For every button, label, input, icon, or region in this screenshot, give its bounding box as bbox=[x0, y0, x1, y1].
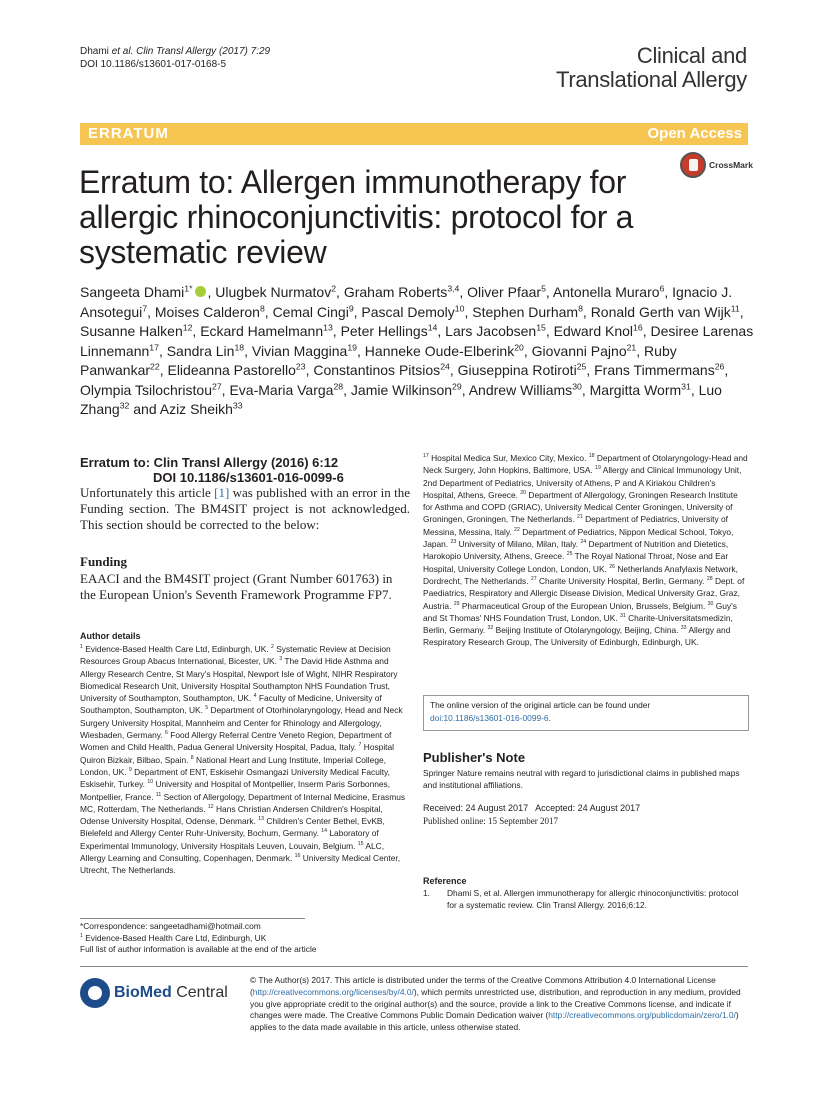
author-affiliation-number: 24 bbox=[440, 361, 450, 372]
affiliation-number: 13 bbox=[258, 816, 265, 823]
license-part-2: ), which permits unrestricted use, distribution, and reproduction in any medium, provided you give appropriate credit to the original author(s) and the source, provide a link to the Creative Commons license, and indicate if changes were made. The Creative Commons Public Domain Dedication waiver ( bbox=[250, 986, 741, 1021]
author-name-text: Elideanna Pastorello bbox=[167, 362, 296, 378]
author-name bbox=[351, 382, 462, 398]
affiliation-text: Guy's and St Thomas' NHS Foundation Trust, London, UK. bbox=[423, 600, 737, 623]
affiliation-text: ALC, Allergy Learning and Consulting, Copenhagen, Denmark. bbox=[80, 840, 385, 864]
author-name bbox=[167, 362, 305, 378]
affiliation-text: Food Allergy Referral Centre Veneto Region, Department of Women and Child Health, Padua General University Hospital, Padua, Italy. bbox=[80, 730, 392, 753]
author-affiliation-number: 3,4 bbox=[447, 283, 460, 294]
affiliation-text: Charite University Hospital, Berlin, Germany. bbox=[538, 575, 705, 586]
correspondence-footnote bbox=[80, 921, 410, 956]
author-name-text: Pascal Demoly bbox=[361, 303, 455, 320]
affiliation-text: Department of Pediatrics, University of Messina, Messina, Italy. bbox=[423, 514, 728, 537]
author-affiliation-number: 9 bbox=[348, 302, 354, 313]
author-name bbox=[458, 362, 587, 378]
erratum-body bbox=[80, 485, 410, 533]
affiliation-text: Evidence-Based Health Care Ltd, Edinburgh, UK. bbox=[85, 644, 269, 654]
footer-divider bbox=[80, 966, 748, 967]
affiliations-right bbox=[423, 452, 749, 649]
affiliation-text: Department of Nutrition and Dietetics, Harokopio University, Athens, Greece. bbox=[423, 539, 729, 562]
author-name bbox=[229, 382, 343, 398]
affiliation-text: Pharmaceutical Group of the European Union, Brussels, Belgium. bbox=[461, 600, 706, 611]
author-name-text: Giovanni Pajno bbox=[531, 342, 627, 359]
affiliation-number: 1 bbox=[80, 644, 83, 651]
affiliation-item bbox=[454, 601, 706, 611]
biomed-central-logo bbox=[80, 978, 250, 1010]
funding-heading: Funding bbox=[80, 554, 127, 569]
publishers-note-heading: Publisher's Note bbox=[423, 750, 526, 765]
affiliation-number: 28 bbox=[706, 576, 713, 583]
author-name-text: Andrew Williams bbox=[468, 381, 573, 398]
journal-name-line1: Clinical and bbox=[636, 43, 747, 68]
author-list: Sangeeta Dhami$^{1*}$ , Ulugbek Nurmatov$^2$, Graham Roberts$^{3,4}$, Oliver Pfaar$^5$, Antonella Muraro$^6$, Ignacio J. Ansotegui$^7$, Moises Calderon$^8$, Cemal Cingi$^9$, Pascal Demoly$^{10}$, Stephen Durham$^8$, Ronald Gerth van Wijk$^{11}$, Susanne Halken$^{12}$, Eckard Hamelmann$^{13}$, Peter Hellings$^{14}$, Lars Jacobsen$^{15}$, Edward Knol$^{16}$, Desiree Larenas Linnemann$^{17}$, Sandra Lin$^{18}$, Vivian Maggina$^{19}$, Hanneke Oude-Elberink$^{20}$, Giovanni Pajno$^{21}$, Ruby Panwankar$^{22}$, Elideanna Pastorello$^{23}$, Constantinos Pitsios$^{24}$, Giuseppina Rotiroti$^{25}$, Frans Timmermans$^{26}$, Olympia Tsilochristou$^{27}$, Eva-Maria Varga$^{28}$, Jamie Wilkinson$^{29}$, Andrew Williams$^{30}$, Margitta Worm$^{31}$, Luo Zhang$^{32}$ and Aziz Sheikh$^{33}$ bbox=[80, 283, 754, 417]
author-name-text: Desiree Larenas Linnemann bbox=[80, 323, 754, 359]
author-name-text: Edward Knol bbox=[553, 323, 634, 339]
affiliation-item bbox=[531, 576, 705, 586]
author-affiliation-number: 31 bbox=[681, 380, 691, 391]
author-name-text: Frans Timmermans bbox=[594, 362, 715, 378]
author-affiliation-number: 15 bbox=[536, 322, 546, 333]
affiliation-number: 25 bbox=[566, 551, 573, 558]
license-text bbox=[250, 975, 750, 1034]
erratum-reference bbox=[80, 455, 410, 485]
author-affiliation-number: 14 bbox=[427, 322, 438, 333]
online-version-link[interactable]: doi:10.1186/s13601-016-0099-6 bbox=[430, 712, 549, 723]
affiliation-item bbox=[423, 453, 586, 463]
journal-name bbox=[556, 44, 747, 92]
author-name-text: Sandra Lin bbox=[166, 342, 235, 359]
author-name bbox=[553, 284, 664, 300]
affiliation-text: Hans Christian Andersen Children's Hospital, Odense University Hospital, Odense, Denmark. bbox=[80, 803, 383, 827]
affiliation-text: University and Hospital of Montpellier, Inserm Paris Sorbonnes, Montpellier, France. bbox=[80, 779, 391, 802]
author-affiliation-number: 10 bbox=[454, 302, 465, 313]
author-name bbox=[594, 362, 724, 378]
author-affiliation-number: 19 bbox=[347, 341, 358, 352]
affiliation-number: 15 bbox=[357, 840, 364, 847]
reference-heading: Reference bbox=[423, 876, 467, 886]
affiliation-number: 8 bbox=[190, 754, 194, 761]
license-part-3: ) applies to the data made available in this article, unless otherwise stated. bbox=[250, 1010, 739, 1033]
affiliation-number: 30 bbox=[707, 600, 714, 607]
author-name-text: Luo Zhang bbox=[80, 381, 722, 417]
biomed-central-icon bbox=[80, 978, 110, 1008]
affiliation-number: 10 bbox=[147, 779, 154, 786]
author-name-text: Lars Jacobsen bbox=[445, 323, 537, 339]
affiliation-number: 17 bbox=[423, 453, 429, 460]
license-part-1: © The Author(s) 2017. This article is distributed under the terms of the Creative Commons Attribution 4.0 International License ( bbox=[250, 975, 716, 997]
affiliation-text: University Medical Center, Utrecht, The Netherlands. bbox=[80, 853, 401, 876]
affiliation-number: 12 bbox=[207, 804, 214, 811]
license-link-zero[interactable]: http://creativecommons.org/publicdomain/zero/1.0/ bbox=[548, 1010, 736, 1021]
reference-item bbox=[423, 887, 749, 912]
author-affiliation-number: 7 bbox=[142, 302, 148, 313]
author-affiliation-number: 18 bbox=[234, 341, 245, 352]
author-name-text: Antonella Muraro bbox=[552, 284, 660, 300]
affiliation-number: 31 bbox=[619, 613, 626, 620]
accepted-date: Accepted: 24 August 2017 bbox=[535, 803, 641, 813]
author-name bbox=[467, 284, 546, 300]
affiliation-number: 6 bbox=[165, 730, 168, 737]
footnote-divider bbox=[80, 918, 305, 919]
author-name-text: Aziz Sheikh bbox=[159, 401, 233, 417]
cite-journal: et al. Clin Transl Allergy (2017) 7:29 bbox=[111, 46, 271, 57]
authors-and: and bbox=[133, 401, 157, 417]
crossmark-badge[interactable] bbox=[680, 152, 753, 180]
author-name-text: Hanneke Oude-Elberink bbox=[364, 342, 515, 359]
author-affiliation-number: 6 bbox=[659, 283, 665, 294]
author-name-text: Constantinos Pitsios bbox=[313, 362, 441, 378]
orcid-icon[interactable] bbox=[195, 286, 206, 297]
author-name-text: Oliver Pfaar bbox=[467, 284, 542, 300]
author-name-text: Ulugbek Nurmatov bbox=[215, 284, 332, 300]
corr-aff-number: 1 bbox=[80, 932, 83, 939]
affiliation-text: Section of Allergology, Department of Internal Medicine, Erasmus MC, Rotterdam, The Netherlands. bbox=[80, 791, 406, 814]
correspondence-email: *Correspondence: sangeetadhami@hotmail.com bbox=[80, 921, 261, 931]
affiliation-item bbox=[80, 644, 269, 654]
article-type-label: ERRATUM bbox=[88, 125, 169, 142]
author-affiliation-number: 32 bbox=[119, 400, 130, 411]
author-details-heading: Author details bbox=[80, 631, 141, 641]
author-name-text: Ruby Panwankar bbox=[80, 342, 677, 378]
author-affiliation-number: 13 bbox=[323, 322, 333, 333]
author-name-text: Susanne Halken bbox=[80, 323, 183, 339]
author-affiliation-number: 5 bbox=[541, 283, 546, 294]
author-name bbox=[445, 323, 546, 339]
journal-name-line2: Translational Allergy bbox=[556, 67, 747, 92]
affiliation-number: 19 bbox=[595, 465, 601, 472]
affiliation-text: National Heart and Lung Institute, Imperial College, London, UK. bbox=[80, 754, 386, 777]
affiliation-text: Hospital Quiron Bizkair, Bilbao, Spain. bbox=[80, 742, 395, 765]
open-access-label: Open Access bbox=[647, 125, 742, 142]
body-text-post: was published with an error in the Funding section. The BM4SIT project is not acknowledged. This section should be corrected to the below: bbox=[80, 485, 410, 532]
logo-regular-text: Central bbox=[171, 984, 228, 1001]
author-affiliation-number: 22 bbox=[150, 361, 160, 372]
affiliation-number: 14 bbox=[321, 828, 328, 835]
author-name-text: Eckard Hamelmann bbox=[200, 323, 324, 339]
affiliation-number: 3 bbox=[279, 656, 283, 663]
affiliation-number: 5 bbox=[205, 705, 209, 712]
affiliation-number: 4 bbox=[253, 693, 257, 700]
author-affiliation-number: 11 bbox=[730, 302, 740, 313]
publishers-note-text: Springer Nature remains neutral with regard to jurisdictional claims in published maps and institutional affiliations. bbox=[423, 768, 740, 791]
affiliation-number: 26 bbox=[609, 563, 615, 570]
author-affiliation-number: 23 bbox=[295, 361, 306, 372]
author-name bbox=[160, 401, 243, 417]
author-affiliation-number: 28 bbox=[333, 380, 344, 391]
affiliation-text: Department of Otorhinolaryngology, Head and Neck Surgery University Hospital, Mannheim and Center for Rhinology and Allergology, Wiesbaden, Germany. bbox=[80, 705, 403, 741]
affiliation-number: 2 bbox=[270, 644, 274, 651]
article-type-banner bbox=[80, 123, 748, 145]
affiliation-text: Department of Allergology, Groningen Research Institute for Asthma and COPD (GRIAC), University Medical Center Groningen, University of Groningen, Groningen, The Netherlands. bbox=[423, 489, 738, 525]
author-name bbox=[361, 304, 464, 320]
author-name-text: Graham Roberts bbox=[343, 284, 448, 300]
online-box-end: . bbox=[548, 712, 551, 723]
affiliation-text: Laboratory of Experimental Immunology, University Hospitals Leuven, Louvain, Belgium. bbox=[80, 828, 379, 851]
author-affiliation-number: 25 bbox=[576, 361, 587, 372]
affiliation-text: The Royal National Throat, Nose and Ear Hospital, University College London, London, UK. bbox=[423, 551, 729, 574]
author-name bbox=[469, 382, 582, 398]
article-dates bbox=[423, 802, 640, 828]
author-name bbox=[591, 304, 740, 320]
author-name bbox=[80, 284, 208, 300]
author-affiliation-number: 27 bbox=[212, 380, 222, 391]
author-affiliation-number: 17 bbox=[149, 341, 159, 352]
affiliation-text: Department of Otolaryngology-Head and Neck Surgery, John Hopkins, Baltimore, USA. bbox=[423, 453, 748, 476]
author-name bbox=[313, 362, 450, 378]
reference-number: 1. bbox=[423, 888, 430, 898]
affiliation-item bbox=[488, 625, 679, 635]
crossmark-icon bbox=[680, 152, 706, 178]
affiliation-number: 9 bbox=[128, 767, 132, 774]
author-affiliation-number: 30 bbox=[572, 380, 582, 391]
affiliation-number: 29 bbox=[453, 600, 460, 607]
logo-bold-text: BioMed bbox=[114, 984, 172, 1001]
affiliation-text: Allergy and Clinical Immunology Unit, 2nd Department of Pediatrics, University of Athens, P and A Kiriakou Children's Hospital, Athens, Greece. bbox=[423, 465, 742, 500]
author-name bbox=[590, 382, 691, 398]
corr-aff-text: Evidence-Based Health Care Ltd, Edinburgh, UK bbox=[82, 932, 267, 943]
affiliation-number: 7 bbox=[358, 742, 362, 749]
affiliation-text: Beijing Institute of Otolaryngology, Beijing, China. bbox=[495, 625, 679, 636]
funding-text: EAACI and the BM4SIT project (Grant Number 601763) in the European Union's Seventh Framework Programme FP7. bbox=[80, 571, 393, 602]
author-name-text: Sangeeta Dhami bbox=[80, 284, 185, 300]
author-affiliation-number: 33 bbox=[232, 400, 243, 411]
cite-authors: Dhami bbox=[80, 46, 112, 57]
affiliation-text: Allergy and Respiratory Research Group, The University of Edinburgh, Edinburgh, UK. bbox=[423, 625, 731, 648]
affiliation-number: 33 bbox=[680, 625, 687, 632]
author-name bbox=[80, 382, 222, 398]
affiliation-number: 20 bbox=[520, 490, 527, 497]
author-name-text: Cemal Cingi bbox=[272, 303, 349, 320]
affiliation-text: The David Hide Asthma and Allergy Research Centre, St Mary's Hospital, Newport Isle of Wight, NIHR Respiratory Biomedical Research Unit, University Hospital Southampton NHS Foundation Trust, University of Southampton, Southampton, UK. bbox=[80, 656, 398, 704]
article-doi: DOI 10.1186/s13601-017-0168-5 bbox=[80, 58, 227, 70]
citation-header bbox=[80, 46, 270, 71]
author-name bbox=[554, 323, 643, 339]
online-version-box bbox=[423, 695, 749, 731]
author-name-text: Margitta Worm bbox=[589, 381, 682, 398]
author-name bbox=[155, 304, 265, 320]
author-name-text: Eva-Maria Varga bbox=[229, 381, 334, 398]
author-affiliation-number: 12 bbox=[182, 322, 193, 333]
affiliation-text: Children's Center Bethel, EvKB, Bielefeld and Allergy Center Ruhr-University, Bochum, Germany. bbox=[80, 816, 385, 839]
author-name bbox=[344, 284, 460, 300]
author-name-text: Jamie Wilkinson bbox=[350, 381, 453, 398]
affiliation-number: 22 bbox=[514, 526, 520, 533]
affiliation-number: 18 bbox=[588, 453, 595, 460]
crossmark-label: CrossMark bbox=[709, 160, 753, 170]
affiliation-number: 21 bbox=[576, 514, 583, 521]
full-list-note: Full list of author information is available at the end of the article bbox=[80, 944, 317, 954]
online-box-text: The online version of the original article can be found under bbox=[430, 700, 651, 710]
author-affiliation-number: 8 bbox=[578, 302, 583, 313]
affiliation-number: 23 bbox=[450, 539, 457, 546]
reference-text: Dhami S, et al. Allergen immunotherapy for allergic rhinoconjunctivitis: protocol for a systematic review. Clin Transl Allergy. 2016;6:12. bbox=[447, 888, 739, 911]
article-title: Erratum to: Allergen immunotherapy for allergic rhinoconjunctivitis: protocol for a systematic review bbox=[79, 164, 634, 270]
affiliation-text: University of Milano, Milan, Italy. bbox=[458, 539, 579, 550]
license-link-by[interactable]: http://creativecommons.org/licenses/by/4.0/ bbox=[252, 986, 414, 997]
affiliation-text: Charite-Universitatsmedizin, Berlin, Germany. bbox=[423, 612, 733, 636]
affiliation-number: 24 bbox=[580, 539, 587, 546]
author-name-text: Vivian Maggina bbox=[251, 342, 348, 359]
author-name bbox=[273, 304, 354, 320]
affiliation-number: 32 bbox=[487, 625, 494, 632]
body-text-pre: Unfortunately this article bbox=[80, 485, 215, 500]
affiliation-text: Faculty of Medicine, University of Southampton, Southampton, UK. bbox=[80, 693, 382, 716]
erratum-ref-line2: DOI 10.1186/s13601-016-0099-6 bbox=[153, 470, 344, 485]
author-affiliation-number: 29 bbox=[452, 380, 462, 391]
affiliation-text: Department of Pediatrics, Nippon Medical School, Tokyo, Japan. bbox=[423, 526, 734, 550]
affiliation-number: 16 bbox=[294, 853, 301, 860]
author-name bbox=[365, 343, 524, 359]
author-name bbox=[472, 304, 583, 320]
author-name bbox=[80, 323, 192, 339]
author-name bbox=[215, 284, 336, 300]
author-name bbox=[252, 343, 357, 359]
published-date: Published online: 15 September 2017 bbox=[423, 816, 558, 826]
author-affiliation-number: 20 bbox=[514, 341, 524, 352]
author-name bbox=[341, 323, 438, 339]
affiliation-text: Systematic Review at Decision Resources Group Abacus International, Bicester, UK. bbox=[80, 644, 391, 667]
affiliation-number: 11 bbox=[155, 791, 162, 798]
author-name-text: Giuseppina Rotiroti bbox=[457, 362, 577, 378]
affiliations-left bbox=[80, 643, 410, 877]
author-name-text: Olympia Tsilochristou bbox=[80, 381, 213, 398]
author-affiliation-number: 26 bbox=[714, 361, 725, 372]
author-name bbox=[167, 343, 244, 359]
author-affiliation-number: 16 bbox=[633, 322, 643, 333]
author-name-text: Moises Calderon bbox=[154, 303, 260, 320]
author-name-text: Ignacio J. Ansotegui bbox=[80, 284, 733, 320]
author-name bbox=[532, 343, 637, 359]
affiliation-text: Department of ENT, Eskisehir Osmangazi University Medical Faculty, Eskisehir, Turkey. bbox=[80, 766, 390, 790]
affiliation-number: 27 bbox=[530, 576, 537, 583]
author-name-text: Peter Hellings bbox=[340, 323, 428, 339]
affiliation-item bbox=[450, 539, 578, 549]
received-date: Received: 24 August 2017 bbox=[423, 803, 529, 813]
author-affiliation-number: 1* bbox=[184, 283, 193, 294]
reference-link[interactable]: [1] bbox=[214, 485, 230, 500]
affiliation-text: Dept. of Paediatrics, Respiratory and Allergic Disease Division, Medical University Graz, Graz, Austria. bbox=[423, 575, 745, 611]
affiliation-text: Hospital Medica Sur, Mexico City, Mexico. bbox=[431, 453, 587, 463]
author-affiliation-number: 2 bbox=[331, 283, 337, 294]
erratum-ref-line1: Erratum to: Clin Transl Allergy (2016) 6:12 bbox=[80, 455, 339, 470]
author-affiliation-number: 8 bbox=[259, 302, 265, 313]
affiliation-text: Netherlands Anafylaxis Network, Dordrecht, The Netherlands. bbox=[423, 563, 738, 586]
author-name bbox=[200, 323, 333, 339]
author-name-text: Ronald Gerth van Wijk bbox=[590, 303, 731, 320]
author-affiliation-number: 21 bbox=[626, 341, 637, 352]
author-name-text: Stephen Durham bbox=[472, 303, 579, 320]
